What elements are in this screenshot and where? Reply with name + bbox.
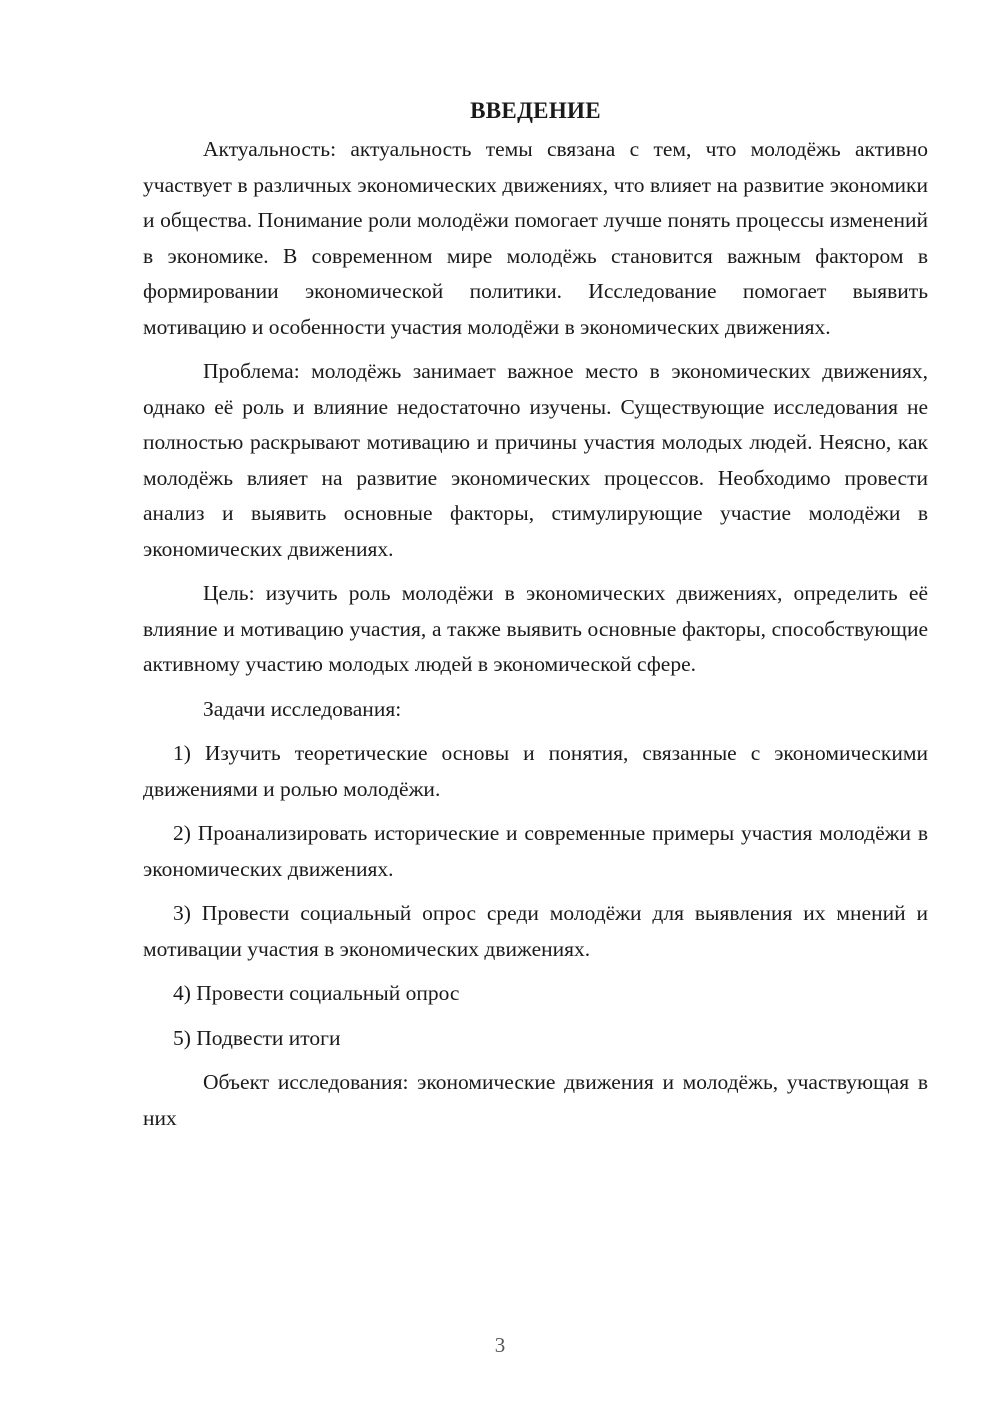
relevance-paragraph: Актуальность: актуальность темы связана с тем, что молодёжь активно участвует в различных экономических движениях, что влияет на развитие экономики и общества. Понимание роли молодёжи помогает лучше понять процессы изменений в экономике. В современном мире молодёжь становится важным фактором в формировании экономической политики. Исследование помогает выявить мотивацию и особенности участия молодёжи в экономических движениях. (143, 137, 928, 339)
goal-paragraph: Цель: изучить роль молодёжи в экономических движениях, определить её влияние и мотивацию участия, а также выявить основные факторы, способствующие активному участию молодых людей в экономической сфере. (143, 581, 928, 676)
problem-paragraph: Проблема: молодёжь занимает важное место в экономических движениях, однако её роль и влияние недостаточно изучены. Существующие исследования не полностью раскрывают мотивацию и причины участия молодых людей. Неясно, как молодёжь влияет на развитие экономических процессов. Необходимо провести анализ и выявить основные факторы, стимулирующие участие молодёжи в экономических движениях. (143, 359, 928, 561)
page-number: 3 (494, 1333, 506, 1357)
page-title: ВВЕДЕНИЕ (470, 98, 601, 123)
tasks-heading: Задачи исследования: (203, 696, 402, 721)
task-item-4: 4) Провести социальный опрос (173, 981, 460, 1005)
task-item-3: 3) Провести социальный опрос среди молодёжи для выявления их мнений и мотивации участия в экономических движениях. (143, 901, 928, 961)
task-item-1: 1) Изучить теоретические основы и понятия, связанные с экономическими движениями и ролью молодёжи. (143, 741, 928, 801)
task-item-5: 5) Подвести итоги (173, 1025, 341, 1050)
document-page (143, 96, 928, 1145)
task-item-2: 2) Проанализировать исторические и современные примеры участия молодёжи в экономических движениях. (143, 821, 928, 881)
research-object-paragraph: Объект исследования: экономические движения и молодёжь, участвующая в них (143, 1070, 928, 1130)
